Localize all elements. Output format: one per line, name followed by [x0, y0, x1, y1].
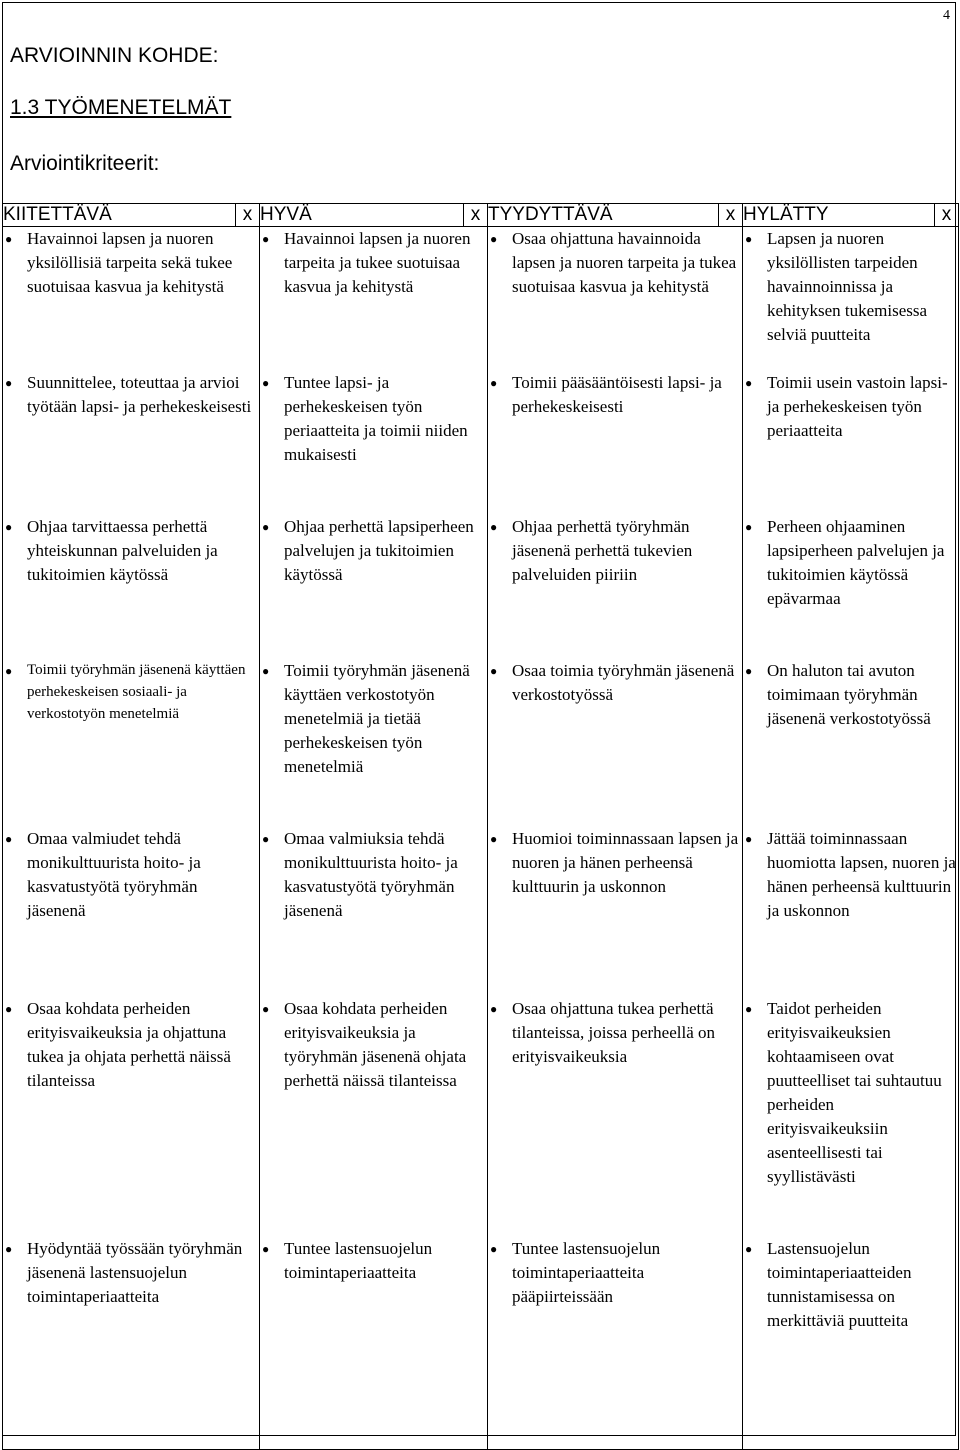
satisfactory-column — [488, 227, 743, 1450]
grade-header-row — [3, 204, 959, 227]
bullet-icon: ● — [5, 376, 13, 390]
bullet-icon: ● — [262, 1002, 270, 1016]
bullet-icon: ● — [262, 376, 270, 390]
criterion-item: ● Ohjaa perhettä lapsiperheen palvelujen ja tukitoimien käytössä — [262, 517, 474, 584]
bullet-icon: ● — [5, 664, 13, 678]
criterion-item: ● Lapsen ja nuoren yksilöllisten tarpeiden havainnoinnissa ja kehityksen tukemisessa selviä puutteita — [745, 229, 928, 344]
criterion-item: ● Ohjaa perhettä työryhmän jäsenenä perhettä tukevien palveluiden piiriin — [490, 517, 693, 584]
criterion-item: ● On haluton tai avuton toimimaan työryhmän jäsenenä verkostotyössä — [745, 661, 931, 728]
bullet-icon: ● — [5, 520, 13, 534]
criterion-item: ● Toimii työryhmän jäsenenä käyttäen perhekeskeisen sosiaali- ja verkostotyön menetelmiä — [3, 659, 259, 827]
bullet-icon: ● — [490, 664, 498, 678]
criteria-table — [2, 203, 959, 1450]
grade-good-header: HYVÄ — [260, 204, 464, 227]
criterion-item: ● Toimii työryhmän jäsenenä käyttäen verkostotyön menetelmiä ja tietää perhekeskeisen työn menetelmiä — [262, 661, 470, 776]
grade-satisfactory-header: TYYDYTTÄVÄ — [488, 204, 719, 227]
criterion-item: ● Huomioi toiminnassaan lapsen ja nuoren ja hänen perheensä kulttuurin ja uskonnon — [490, 829, 739, 896]
bullet-icon: ● — [262, 664, 270, 678]
bullet-icon: ● — [745, 664, 753, 678]
bullet-icon: ● — [5, 1242, 13, 1256]
bullet-icon: ● — [5, 232, 13, 246]
grade-failed-header: HYLÄTTY — [743, 204, 935, 227]
section-title: 1.3 TYÖMENETELMÄT — [10, 96, 232, 119]
grade-satisfactory-mark: x — [719, 204, 743, 227]
criterion-item: ● Hyödyntää työssään työryhmän jäsenenä lastensuojelun toimintaperiaatteita — [5, 1239, 243, 1306]
bullet-icon: ● — [5, 832, 13, 846]
criteria-label: Arviointikriteerit: — [10, 152, 160, 175]
criterion-item: ● Lastensuojelun toimintaperiaatteiden tunnistamisessa on merkittäviä puutteita — [745, 1239, 912, 1330]
grade-good-mark: x — [464, 204, 488, 227]
bullet-icon: ● — [745, 520, 753, 534]
bullet-icon: ● — [490, 520, 498, 534]
good-column — [260, 227, 488, 1450]
failed-column — [743, 227, 959, 1450]
bullet-icon: ● — [262, 520, 270, 534]
criterion-item: ● Osaa kohdata perheiden erityisvaikeuksia ja työryhmän jäsenenä ohjata perhettä näissä tilanteissa — [262, 999, 467, 1090]
criterion-item: ● Tuntee lastensuojelun toimintaperiaatteita — [262, 1239, 433, 1282]
criterion-item: ● Toimii pääsääntöisesti lapsi- ja perhekeskeisesti — [490, 373, 722, 416]
criterion-item: ● Tuntee lastensuojelun toimintaperiaatteita pääpiirteissään — [490, 1239, 661, 1306]
criterion-item: ● Suunnittelee, toteuttaa ja arvioi työtään lapsi- ja perhekeskeisesti — [5, 373, 252, 416]
bullet-icon: ● — [745, 376, 753, 390]
criterion-item: ● Ohjaa tarvittaessa perhettä yhteiskunnan palveluiden ja tukitoimien käytössä — [5, 517, 218, 584]
criterion-item: ● Jättää toiminnassaan huomiotta lapsen, nuoren ja hänen perheensä kulttuurin ja uskonnon — [745, 829, 956, 920]
grade-excellent-header: KIITETTÄVÄ — [3, 204, 236, 227]
criterion-item: ● Taidot perheiden erityisvaikeuksien kohtaamiseen ovat puutteelliset tai suhtautuu perheiden erityisvaikeuksiin asenteellisesti tai syyllistävästi — [745, 999, 942, 1186]
bullet-icon: ● — [5, 1002, 13, 1016]
criterion-item: ● Osaa kohdata perheiden erityisvaikeuksia ja ohjattuna tukea ja ohjata perhettä näissä tilanteissa — [5, 999, 231, 1090]
bullet-icon: ● — [745, 1242, 753, 1256]
criterion-item: ● Osaa ohjattuna tukea perhettä tilanteissa, joissa perheellä on erityisvaikeuksia — [490, 999, 715, 1066]
bullet-icon: ● — [490, 1002, 498, 1016]
bullet-icon: ● — [262, 1242, 270, 1256]
criterion-item: ● Osaa toimia työryhmän jäsenenä verkostotyössä — [490, 661, 735, 704]
bullet-icon: ● — [262, 232, 270, 246]
bullet-icon: ● — [490, 376, 498, 390]
grade-failed-mark: x — [935, 204, 959, 227]
criterion-item: ● Havainnoi lapsen ja nuoren tarpeita ja tukee suotuisaa kasvua ja kehitystä — [262, 229, 471, 296]
criterion-item: ● Omaa valmiudet tehdä monikulttuurista hoito- ja kasvatustyötä työryhmän jäsenenä — [5, 829, 201, 920]
excellent-column — [3, 227, 260, 1450]
criterion-item: ● Perheen ohjaaminen lapsiperheen palvelujen ja tukitoimien käytössä epävarmaa — [745, 517, 945, 608]
criterion-item: ● Havainnoi lapsen ja nuoren yksilöllisiä tarpeita sekä tukee suotuisaa kasvua ja kehitystä — [5, 229, 233, 296]
bullet-icon: ● — [490, 832, 498, 846]
criteria-body-row — [3, 227, 959, 1450]
page-number: 4 — [943, 8, 950, 23]
bullet-icon: ● — [745, 1002, 753, 1016]
assessment-label: ARVIOINNIN KOHDE: — [10, 44, 219, 67]
criterion-item: ● Omaa valmiuksia tehdä monikulttuurista hoito- ja kasvatustyötä työryhmän jäsenenä — [262, 829, 458, 920]
bullet-icon: ● — [745, 832, 753, 846]
criterion-item: ● Toimii usein vastoin lapsi- ja perhekeskeisen työn periaatteita — [745, 373, 948, 440]
criterion-item: ● Osaa ohjattuna havainnoida lapsen ja nuoren tarpeita ja tukea suotuisaa kasvua ja kehitystä — [490, 229, 737, 296]
bullet-icon: ● — [262, 832, 270, 846]
grade-excellent-mark: x — [236, 204, 260, 227]
bullet-icon: ● — [490, 1242, 498, 1256]
bullet-icon: ● — [490, 232, 498, 246]
bullet-icon: ● — [745, 232, 753, 246]
criterion-item: ● Tuntee lapsi- ja perhekeskeisen työn periaatteita ja toimii niiden mukaisesti — [262, 373, 468, 464]
